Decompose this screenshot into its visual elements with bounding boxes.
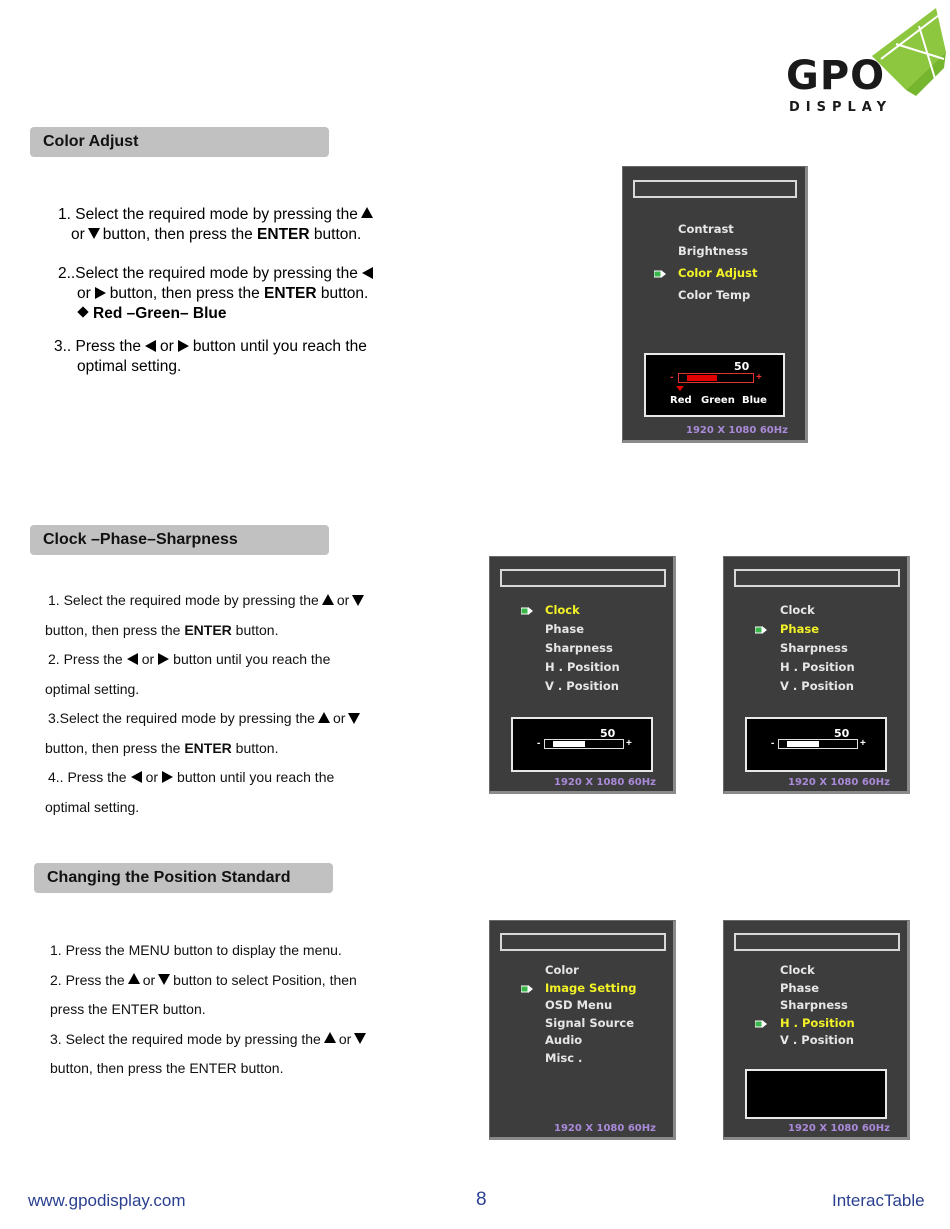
osd-title-bar xyxy=(734,933,900,951)
color-step-2 xyxy=(58,264,418,324)
color-slider-bar[interactable] xyxy=(678,373,754,383)
minus-icon: - xyxy=(771,738,775,749)
osd-menu-item[interactable]: Audio xyxy=(545,1033,583,1047)
enter-keyword: ENTER xyxy=(184,621,232,638)
osd-menu-item[interactable]: H . Position xyxy=(545,660,620,674)
osd-menu-item[interactable]: Clock xyxy=(545,603,580,617)
step-text: 2..Select the required mode by pressing the xyxy=(58,265,358,282)
step-text: 3.Select the required mode by pressing the xyxy=(48,710,315,726)
osd-resolution: 1920 X 1080 60Hz xyxy=(554,1123,656,1134)
section-header-position: Changing the Position Standard xyxy=(34,863,333,893)
step-text: or xyxy=(145,769,159,785)
osd-resolution: 1920 X 1080 60Hz xyxy=(788,777,890,788)
osd-menu-item[interactable]: Sharpness xyxy=(780,641,848,655)
menu-pointer-icon xyxy=(521,607,533,615)
osd-menu-item[interactable]: V . Position xyxy=(780,679,854,693)
section-header-clock: Clock –Phase–Sharpness xyxy=(30,525,329,555)
menu-pointer-icon xyxy=(755,1020,767,1028)
osd-title-bar xyxy=(734,569,900,587)
left-arrow-icon xyxy=(127,653,138,665)
left-arrow-icon xyxy=(362,267,373,279)
step-text: 1. Select the required mode by pressing the xyxy=(48,592,319,608)
up-arrow-icon xyxy=(324,1032,336,1043)
footer-brand: InteracTable xyxy=(832,1191,925,1210)
osd-slider-box xyxy=(511,717,653,772)
rgb-label-red: Red xyxy=(670,395,692,406)
step-text: or xyxy=(142,971,156,988)
step-text: button. xyxy=(235,739,279,756)
osd-menu-item[interactable]: Clock xyxy=(780,603,815,617)
step-text: button until you reach the xyxy=(192,338,367,355)
osd-resolution: 1920 X 1080 60Hz xyxy=(788,1123,890,1134)
phase-slider-bar[interactable] xyxy=(778,739,858,749)
step-text: 2. Press the xyxy=(48,651,123,667)
up-arrow-icon xyxy=(128,973,140,984)
rgb-label-blue: Blue xyxy=(742,395,767,406)
plus-icon: + xyxy=(860,738,866,749)
osd-title-bar xyxy=(500,933,666,951)
color-step-3 xyxy=(54,337,414,377)
clock-slider-bar[interactable] xyxy=(544,739,624,749)
step-text: button, then press the xyxy=(109,285,260,302)
step-text: or xyxy=(332,710,346,726)
left-arrow-icon xyxy=(145,340,156,352)
menu-pointer-icon xyxy=(755,626,767,634)
step-text: optimal setting. xyxy=(45,798,140,815)
selection-caret-icon xyxy=(676,386,684,391)
osd-menu-item[interactable]: Signal Source xyxy=(545,1015,635,1030)
step-text: 1. Select the required mode by pressing the xyxy=(58,206,358,223)
osd-menu-item[interactable]: H . Position xyxy=(780,1015,855,1030)
down-arrow-icon xyxy=(354,1033,366,1044)
osd-menu-clock xyxy=(489,556,676,794)
osd-menu-item[interactable]: Image Setting xyxy=(545,980,637,995)
osd-menu-item[interactable]: Brightness xyxy=(678,244,748,258)
osd-menu-item[interactable]: OSD Menu xyxy=(545,998,613,1012)
step-text: 3.. Press the xyxy=(54,338,142,355)
enter-keyword: ENTER xyxy=(257,226,310,243)
step-text: or xyxy=(77,285,91,302)
menu-pointer-icon xyxy=(654,270,666,278)
gpo-display-logo xyxy=(786,4,946,116)
osd-empty-box xyxy=(745,1069,887,1119)
section-header-color-adjust: Color Adjust xyxy=(30,127,329,157)
plus-icon: + xyxy=(756,372,762,383)
step-text: 4.. Press the xyxy=(48,769,127,785)
osd-menu-phase xyxy=(723,556,910,794)
osd-menu-item[interactable]: Sharpness xyxy=(545,641,613,655)
osd-menu-h-position xyxy=(723,920,910,1140)
logo-subtext: DISPLAY xyxy=(789,100,893,115)
step-text: or xyxy=(336,592,350,608)
down-arrow-icon xyxy=(352,595,364,606)
osd-menu-item[interactable]: Color Temp xyxy=(678,288,751,302)
logo-text: GPO xyxy=(786,53,886,99)
step-text: button until you reach the xyxy=(173,651,331,667)
right-arrow-icon xyxy=(95,287,106,299)
osd-menu-item[interactable]: Contrast xyxy=(678,222,734,236)
step-text: or xyxy=(71,226,85,243)
osd-menu-item[interactable]: Sharpness xyxy=(780,998,848,1012)
step-text: button until you reach the xyxy=(177,769,335,785)
rgb-options: Red –Green– Blue xyxy=(93,305,227,322)
slider-fill xyxy=(687,375,717,381)
step-text: 1. Press the MENU button to display the menu. xyxy=(50,942,342,958)
osd-menu-item[interactable]: Misc . xyxy=(545,1050,583,1065)
step-text: or xyxy=(160,338,174,355)
step-text: press the ENTER button. xyxy=(50,1001,206,1017)
step-text: button, then press the xyxy=(45,739,181,756)
osd-menu-item[interactable]: Color xyxy=(545,963,579,977)
osd-resolution: 1920 X 1080 60Hz xyxy=(686,425,788,436)
slider-value: 50 xyxy=(600,727,616,740)
step-text: button, then press the xyxy=(45,621,181,638)
osd-menu-color-adjust xyxy=(622,166,808,443)
step-text: button, then press the ENTER button. xyxy=(50,1060,284,1076)
osd-menu-item[interactable]: V . Position xyxy=(780,1033,854,1047)
osd-menu-item[interactable]: Phase xyxy=(780,622,820,636)
minus-icon: - xyxy=(537,738,541,749)
menu-pointer-icon xyxy=(521,985,533,993)
slider-fill xyxy=(787,741,819,747)
left-arrow-icon xyxy=(131,771,142,783)
osd-title-bar xyxy=(633,180,797,198)
clock-instructions xyxy=(45,586,425,822)
enter-keyword: ENTER xyxy=(184,739,232,756)
footer-url[interactable]: www.gpodisplay.com xyxy=(28,1191,186,1210)
osd-menu-item[interactable]: Phase xyxy=(545,622,585,636)
osd-menu-item[interactable]: Clock xyxy=(780,963,815,977)
osd-title-bar xyxy=(500,569,666,587)
diamond-bullet-icon xyxy=(77,306,88,317)
osd-color-slider-box xyxy=(644,353,785,417)
slider-fill xyxy=(553,741,585,747)
right-arrow-icon xyxy=(178,340,189,352)
plus-icon: + xyxy=(626,738,632,749)
step-text: button to select Position, then xyxy=(173,971,357,988)
slider-value: 50 xyxy=(834,727,850,740)
enter-keyword: ENTER xyxy=(264,285,317,302)
down-arrow-icon xyxy=(88,228,100,239)
step-text: button. xyxy=(320,285,369,302)
osd-slider-box xyxy=(745,717,887,772)
osd-menu-item[interactable]: V . Position xyxy=(545,679,619,693)
osd-menu-item[interactable]: H . Position xyxy=(780,660,855,674)
right-arrow-icon xyxy=(158,653,169,665)
step-text: optimal setting. xyxy=(77,358,182,375)
minus-icon: - xyxy=(670,372,674,383)
up-arrow-icon xyxy=(318,712,330,723)
osd-resolution: 1920 X 1080 60Hz xyxy=(554,777,656,788)
slider-value: 50 xyxy=(734,360,750,373)
page-number: 8 xyxy=(476,1189,487,1210)
color-step-1 xyxy=(58,205,418,245)
step-text: or xyxy=(338,1030,352,1047)
step-text: button. xyxy=(313,226,362,243)
position-instructions xyxy=(50,936,430,1084)
down-arrow-icon xyxy=(158,974,170,985)
step-text: or xyxy=(141,651,155,667)
down-arrow-icon xyxy=(348,713,360,724)
step-text: 3. Select the required mode by pressing the xyxy=(50,1030,321,1047)
step-text: 2. Press the xyxy=(50,971,125,988)
osd-menu-item[interactable]: Phase xyxy=(780,980,820,995)
up-arrow-icon xyxy=(322,594,334,605)
step-text: optimal setting. xyxy=(45,680,140,697)
osd-main-menu xyxy=(489,920,676,1140)
rgb-label-green: Green xyxy=(701,395,735,406)
right-arrow-icon xyxy=(162,771,173,783)
step-text: button. xyxy=(235,621,279,638)
step-text: button, then press the xyxy=(102,226,253,243)
osd-menu-item[interactable]: Color Adjust xyxy=(678,266,758,280)
up-arrow-icon xyxy=(361,207,373,218)
